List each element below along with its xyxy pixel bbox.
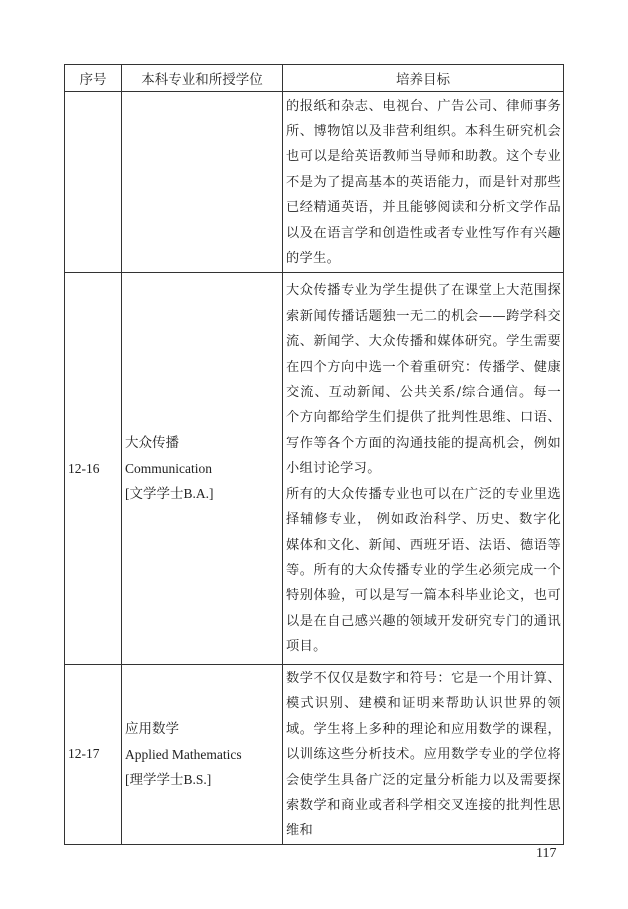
goal-paragraph: 所有的大众传播专业也可以在广泛的专业里选择辅修专业， 例如政治科学、历史、数字化媒体和文化、新闻、西班牙语、法语、德语等等。所有的大众传播专业的学生必须完成一个特别体验，可以是写一篇本科毕业论文，也可以是在自己感兴趣的领域开发研究专门的通讯项目。 <box>286 486 561 655</box>
row-goal <box>283 92 564 273</box>
majors-table <box>64 64 564 845</box>
header-number: 序号 <box>65 65 122 92</box>
table-header-row <box>65 65 564 92</box>
table-row <box>65 273 564 665</box>
table-row <box>65 665 564 845</box>
row-major <box>122 273 283 665</box>
row-major <box>122 665 283 845</box>
page-number: 117 <box>536 846 557 861</box>
major-chinese-name: 应用数学 <box>125 721 179 737</box>
row-number <box>65 92 122 273</box>
row-major <box>122 92 283 273</box>
row-goal <box>283 665 564 845</box>
goal-paragraph: 数学不仅仅是数字和符号：它是一个用计算、模式识别、建模和证明来帮助认识世界的领域。学生将上多种的理论和应用数学的课程，以训练这些分析技术。应用数学专业的学位将会使学生具备广泛的定量分析能力以及需要探索数学和商业或者科学相交叉连接的批判性思维和 <box>286 671 561 839</box>
goal-paragraph: 的报纸和杂志、电视台、广告公司、律师事务所、博物馆以及非营利组织。本科生研究机会也可以是给英语教师当导师和助教。这个专业不是为了提高基本的英语能力，而是针对那些已经精通英语，并且能够阅读和分析文学作品以及在语言学和创造性或者专业性写作有兴趣的学生。 <box>286 98 561 267</box>
table-row <box>65 92 564 273</box>
major-chinese-name: 大众传播 <box>125 435 179 451</box>
row-number: 12-17 <box>65 665 122 845</box>
row-goal <box>283 273 564 665</box>
row-number: 12-16 <box>65 273 122 665</box>
degree-label: [理学学士B.S.] <box>125 772 212 788</box>
major-english-name: Communication <box>125 460 212 476</box>
header-major-degree: 本科专业和所授学位 <box>122 65 283 92</box>
degree-label: [文学学士B.A.] <box>125 486 214 502</box>
major-english-name: Applied Mathematics <box>125 746 242 762</box>
goal-paragraph: 大众传播专业为学生提供了在课堂上大范围探索新闻传播话题独一无二的机会——跨学科交流、新闻学、大众传播和媒体研究。学生需要在四个方向中选一个着重研究：传播学、健康交流、互动新闻、公共关系/综合通信。每一个方向都给学生们提供了批判性思维、口语、写作等各个方面的沟通技能的提高机会，例如小组讨论学习。 <box>286 283 561 477</box>
header-goal: 培养目标 <box>283 65 564 92</box>
